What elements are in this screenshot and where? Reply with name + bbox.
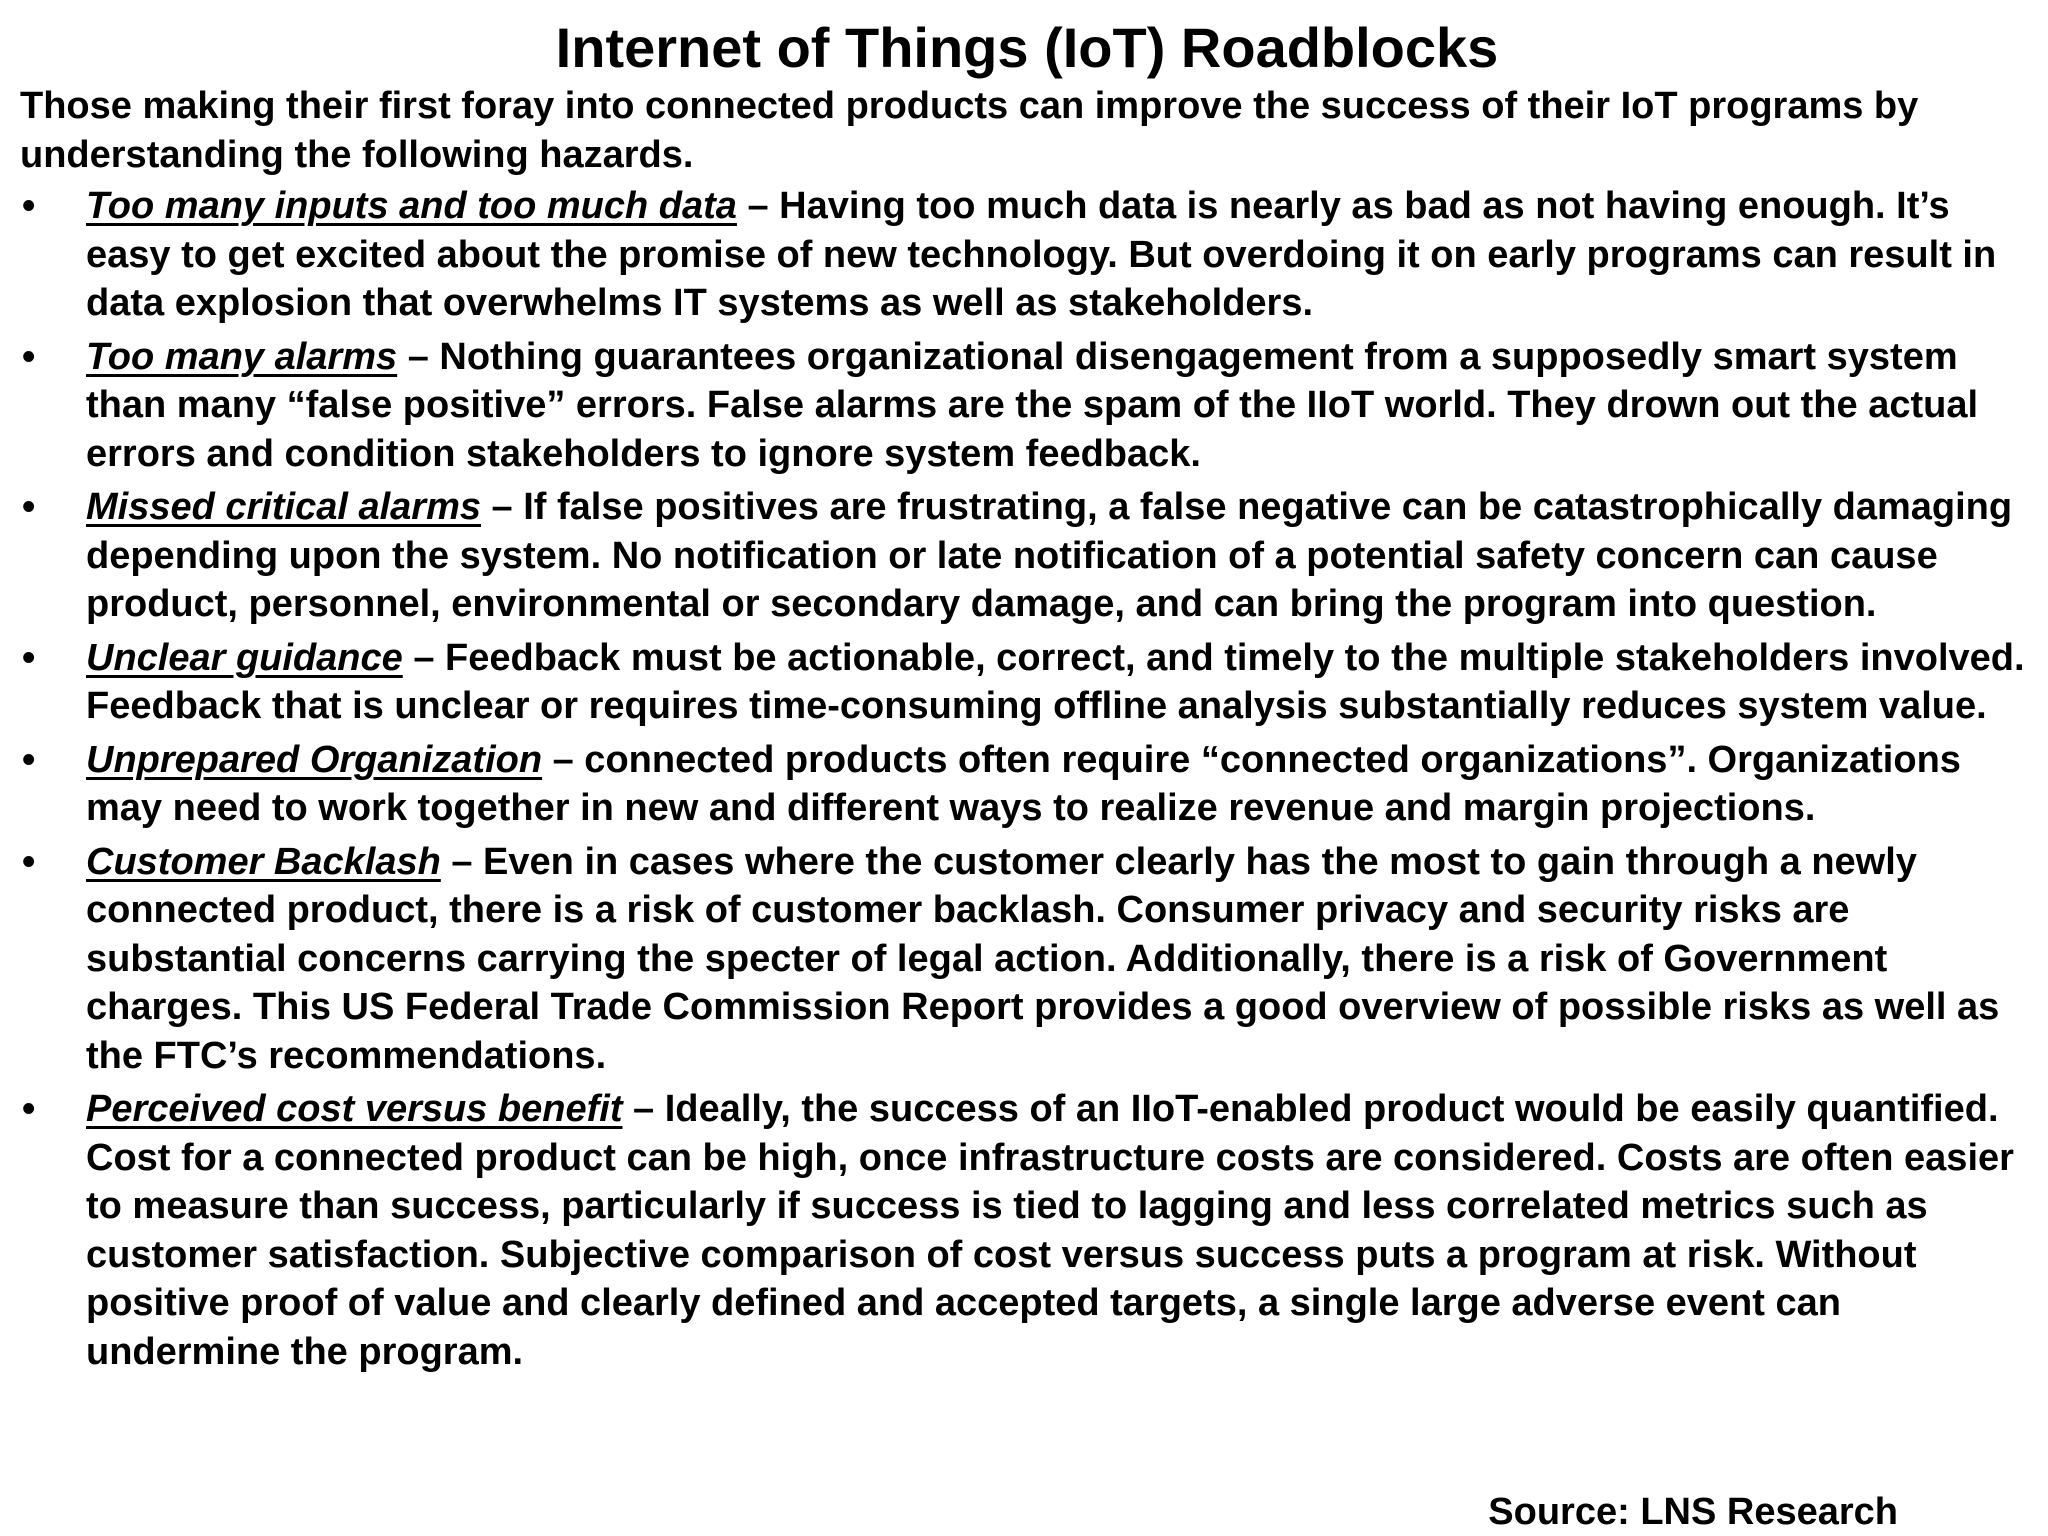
list-item (20, 182, 2034, 328)
hazard-term: Perceived cost versus benefit (86, 1088, 623, 1130)
hazard-term: Customer Backlash (86, 840, 441, 883)
hazard-description: – Even in cases where the customer clearly has the most to gain through a newly connected product, there is a risk of customer backlash. Consumer privacy and security risks are substantial concerns carrying the specter of legal action. Additionally, there is a risk of Government charges. This US Federal Trade Commission Report provides a good overview of possible risks as well as the FTC’s recommendations. (86, 840, 2000, 1077)
bullet-icon: • (22, 840, 36, 883)
bullet-icon: • (22, 185, 36, 227)
hazard-list (20, 182, 2034, 1376)
hazard-term: Missed critical alarms (86, 486, 481, 528)
bullet-icon: • (22, 1088, 36, 1130)
list-item (20, 838, 2034, 1081)
hazard-term: Unclear guidance (86, 636, 403, 679)
hazard-term: Too many inputs and too much data (86, 185, 737, 227)
bullet-icon: • (22, 335, 36, 378)
hazard-term: Too many alarms (86, 335, 398, 378)
list-item (20, 333, 2034, 479)
bullet-icon: • (22, 486, 36, 528)
hazard-description: – connected products often require “connected organizations”. Organizations may need to work together in new and different ways to realize revenue and margin projections. (86, 738, 1961, 829)
hazard-description: – Feedback must be actionable, correct, and timely to the multiple stakeholders involved. Feedback that is unclear or requires time-consuming offline analysis substantially reduces system value. (86, 636, 2025, 727)
page-title: Internet of Things (IoT) Roadblocks (555, 16, 1499, 79)
source-credit: Source: LNS Research (1488, 1491, 1898, 1533)
bullet-icon: • (22, 738, 36, 781)
list-item (20, 634, 2034, 731)
intro-paragraph: Those making their first foray into connected products can improve the success of their IoT programs by understanding the following hazards. (20, 85, 1919, 176)
hazard-term: Unprepared Organization (86, 738, 543, 781)
hazard-description: – Ideally, the success of an IIoT-enabled product would be easily quantified. Cost for a connected product can be high, once infrastructure costs are considered. Costs are often easier to measure than success, particularly if success is tied to lagging and less correlated metrics such as customer satisfaction. Subjective comparison of cost versus success puts a program at risk. Without positive proof of value and clearly defined and accepted targets, a single large adverse event can undermine the program. (86, 1088, 2014, 1373)
hazard-description: – Nothing guarantees organizational disengagement from a supposedly smart system than many “false positive” errors. False alarms are the spam of the IIoT world. They drown out the actual errors and condition stakeholders to ignore system feedback. (86, 335, 1979, 475)
list-item (20, 483, 2034, 629)
list-item (20, 736, 2034, 833)
hazard-description: – Having too much data is nearly as bad as not having enough. It’s easy to get excited about the promise of new technology. But overdoing it on early programs can result in data explosion that overwhelms IT systems as well as stakeholders. (86, 185, 1997, 324)
list-item (20, 1085, 2034, 1376)
hazard-description: – If false positives are frustrating, a false negative can be catastrophically damaging depending upon the system. No notification or late notification of a potential safety concern can cause product, personnel, environmental or secondary damage, and can bring the program into question. (86, 486, 2013, 625)
bullet-icon: • (22, 636, 36, 679)
